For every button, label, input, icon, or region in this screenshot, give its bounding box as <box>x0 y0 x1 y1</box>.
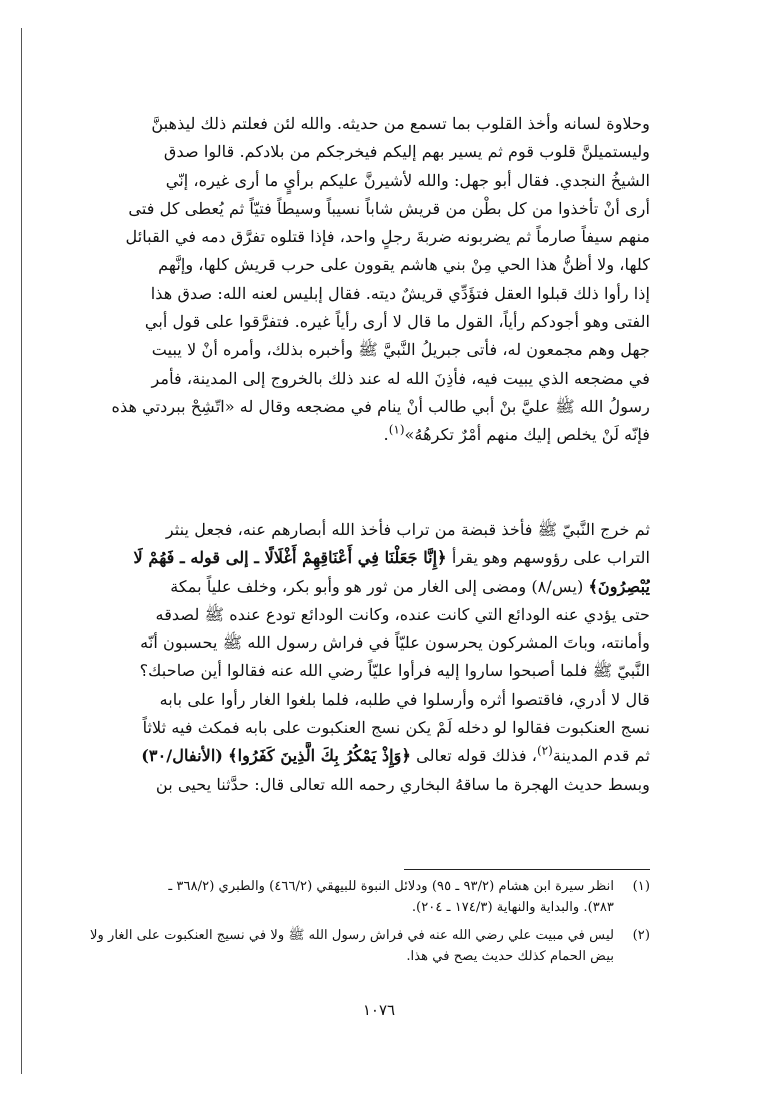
text-line: وليستميلنَّ قلوب قوم ثم يسير بهم إليكم فيخرجكم من بلادكم. قالوا صدق <box>163 142 650 162</box>
text-segment: ، فذلك قوله تعالى <box>416 746 537 766</box>
footnote-1 <box>77 876 650 918</box>
text-line: الشيخُ النجدي. فقال أبو جهل: والله لأشيرنَّ عليكم برأيٍ ما أرى غيره، إنّي <box>165 170 650 190</box>
text-line: ثم خرج النَّبيّ ﷺ فأخذ قبضة من تراب فأخذ الله أبصارهم عنه، فجعل ينثر <box>165 520 650 539</box>
page-binding-line <box>21 28 22 1074</box>
footnote-text <box>77 876 614 918</box>
verse-reference: (الأنفال/٣٠) <box>141 746 223 766</box>
text-line: رسولُ الله ﷺ عليَّ بنْ أبي طالب أنْ ينام في مضجعه وقال له «اتّشِحْ ببردتي هذه <box>111 396 650 416</box>
footnote-line: ليس في مبيت علي رضي الله عنه في فراش رسول الله ﷺ ولا في نسيج العنكبوت على الغار ولا <box>89 928 614 943</box>
footnote-line: انظر سيرة ابن هشام (٩٣/٢ ـ ٩٥) ودلائل النبوة للبيهقي (٤٦٦/٢) والطبري (٣٦٨/٢ ـ <box>168 879 614 894</box>
text-line: أرى أنْ تأخذوا من كل بطْن من قريش شاباً نسيباً وسيطاً فتيّاً ثم يُعطى كل فتى <box>128 198 650 218</box>
text-line: نسج العنكبوت فقالوا لو دخله لَمْ يكن نسج العنكبوت على بابه فمكث فيه ثلاثاً <box>142 718 650 738</box>
text-line: وحلاوة لسانه وأخذ القلوب بما تسمع من حديثه. والله لئن فعلتم ذلك ليذهبنَّ <box>151 114 650 133</box>
text-line: الفتى وهو أجودكم رأياً، القول ما قال لا أرى رأياً غيره. فتفرَّقوا على قول أبي <box>144 312 650 332</box>
footnote-line: ٣٨٣). والبداية والنهاية (١٧٤/٣ ـ ٢٠٤). <box>411 900 614 915</box>
text-line: قال لا أدري، فاقتصوا أثره وأرسلوا في طلبه، فلما بلغوا الغار رأوا على بابه <box>159 689 650 709</box>
text-line: النَّبيّ ﷺ فلما أصبحوا ساروا إليه فرأوا عليّاً رضي الله عنه فقالوا أين صاحبك؟ <box>139 661 650 681</box>
footnote-divider <box>404 869 650 870</box>
text-line <box>77 742 650 770</box>
text-line: إذا رأوا ذلك قبلوا العقل فتؤَدِّي قريشٌ ديته. فقال إبليس لعنه الله: صدق هذا <box>150 283 650 303</box>
footnote-line: بيض الحمام كذلك حديث يصح في هذا. <box>406 949 614 964</box>
text-line: حتى يؤدي عنه الودائع التي كانت عنده، وكانت الودائع تودع عنده ﷺ لصدقه <box>155 604 650 624</box>
text-line-last <box>77 421 650 449</box>
footnote-text <box>77 925 614 967</box>
text-line: وبسط حديث الهجرة ما ساقهُ البخاري رحمه الله تعالى قال: حدَّثنا يحيى بن <box>155 774 650 794</box>
text-line: كلها، ولا أظنُّ هذا الحي مِنْ بني هاشم يقوون على حرب قريش كلها، وإنَّهم <box>158 255 650 275</box>
paragraph-1 <box>77 110 650 450</box>
quran-verse: يُبْصِرُونَ﴾ <box>588 576 650 596</box>
text-line: جهل وهم مجمعون له، فأتى جبريلُ النَّبيَّ ﷺ وأخبره بذلك، وأمره أنْ لا يبيت <box>151 340 650 360</box>
text-segment: (يس/٨) ومضى إلى الغار من ثور هو وأبو بكر، وخلف علياً بمكة <box>170 576 584 596</box>
paragraph-2 <box>77 516 650 799</box>
quran-verse: ﴿وَإِذْ يَمْكُرُ بِكَ الَّذِينَ كَفَرُوا﴾ <box>228 746 411 766</box>
text-line: منهم سيفاً صارماً ثم يضربونه ضربةَ رجلٍ واحد، فإذا قتلوه تفرَّق دمه في القبائل <box>125 227 650 247</box>
text-line <box>77 544 650 572</box>
footnotes <box>77 876 650 974</box>
text-line <box>77 573 650 601</box>
footnote-number: (١) <box>632 879 650 894</box>
text-line: في مضجعه الذي يبيت فيه، فأذِنَ الله له عند ذلك بالخروج إلى المدينة، فأمر <box>151 368 650 388</box>
period: . <box>383 425 389 445</box>
page-number: ١٠٧٦ <box>362 1001 396 1019</box>
text-line: وأمانته، وباتَ المشركون يحرسون عليّاً في فراش رسول الله ﷺ يحسبون أنّه <box>140 633 650 653</box>
text-segment: ثم قدم المدينة <box>552 746 650 766</box>
footnote-number: (٢) <box>632 928 650 943</box>
quran-verse: ﴿إِنَّا جَعَلْنَا فِي أَعْنَاقِهِمْ أَغْلَالًا ـ إلى قوله ـ فَهُمْ لَا <box>133 548 447 568</box>
footnote-ref-2[interactable]: (٢) <box>536 743 553 758</box>
footnote-ref-1[interactable]: (١) <box>388 422 405 437</box>
footnote-2 <box>77 925 650 967</box>
text-segment: التراب على رؤوسهم وهو يقرأ <box>451 548 650 568</box>
text-segment: فإنّه لَنْ يخلص إليك منهم أمْرٌ تكرهُهُ» <box>404 425 650 445</box>
